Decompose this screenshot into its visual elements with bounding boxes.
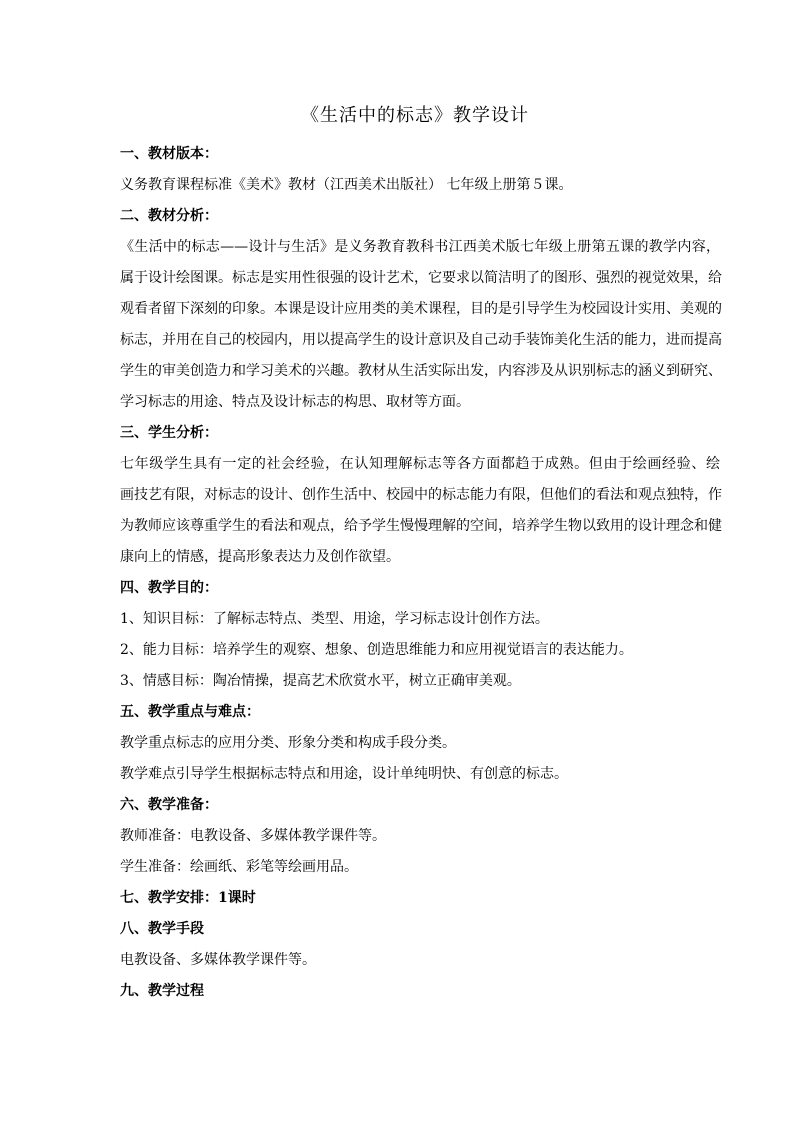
paragraph-line: 学生准备：绘画纸、彩笔等绘画用品。 — [120, 859, 358, 875]
list-item: 3、情感目标：陶冶情操，提高艺术欣赏水平，树立正确审美观。 — [120, 673, 521, 689]
section-heading-preparation: 六、教学准备： — [120, 797, 218, 813]
paragraph-line: 学生的审美创造力和学习美术的兴趣。教材从生活实际出发，内容涉及从识别标志的涵义到研究、 — [120, 363, 722, 379]
paragraph-line: 标志，并用在自己的校园内，用以提高学生的设计意识及自己动手装饰美化生活的能力，进而提高 — [120, 332, 722, 348]
paragraph-line: 电教设备、多媒体教学课件等。 — [120, 952, 316, 968]
section-heading-edition: 一、教材版本： — [120, 146, 218, 162]
paragraph-line: 《生活中的标志——设计与生活》是义务教育教科书江西美术版七年级上册第五课的教学内容， — [120, 239, 720, 255]
paragraph-line: 观看者留下深刻的印象。本课是设计应用类的美术课程，目的是引导学生为校园设计实用、美观的 — [120, 301, 722, 317]
section-heading-key-points: 五、教学重点与难点： — [120, 704, 260, 720]
section-heading-process: 九、教学过程 — [120, 983, 204, 999]
paragraph-line: 为教师应该尊重学生的看法和观点，给予学生慢慢理解的空间，培养学生物以致用的设计理念和健 — [120, 518, 722, 534]
paragraph-line: 画技艺有限，对标志的设计、创作生活中、校园中的标志能力有限，但他们的看法和观点独特，作 — [120, 487, 722, 503]
section-heading-analysis: 二、教材分析： — [120, 208, 218, 224]
paragraph-line: 学习标志的用途、特点及设计标志的构思、取材等方面。 — [120, 394, 470, 410]
section-heading-methods: 八、教学手段 — [120, 921, 204, 937]
paragraph-line: 义务教育课程标准《美术》教材（江西美术出版社） 七年级上册第５课。 — [120, 177, 573, 193]
paragraph-line: 教师准备：电教设备、多媒体教学课件等。 — [120, 828, 386, 844]
section-heading-schedule: 七、教学安排：1课时 — [120, 890, 256, 906]
paragraph-line: 康向上的情感，提高形象表达力及创作欲望。 — [120, 549, 400, 565]
section-heading-students: 三、学生分析： — [120, 425, 218, 441]
paragraph-line: 属于设计绘图课。标志是实用性很强的设计艺术，它要求以简洁明了的图形、强烈的视觉效果，给 — [120, 270, 722, 286]
document-title: 《生活中的标志》教学设计 — [301, 105, 529, 126]
paragraph-line: 教学重点标志的应用分类、形象分类和构成手段分类。 — [120, 735, 456, 751]
section-heading-objectives: 四、教学目的： — [120, 580, 218, 596]
paragraph-line: 七年级学生具有一定的社会经验，在认知理解标志等各方面都趋于成熟。但由于绘画经验、绘 — [120, 456, 720, 472]
list-item: 2、能力目标：培养学生的观察、想象、创造思维能力和应用视觉语言的表达能力。 — [120, 642, 633, 658]
list-item: 1、知识目标：了解标志特点、类型、用途，学习标志设计创作方法。 — [120, 611, 549, 627]
paragraph-line: 教学难点引导学生根据标志特点和用途，设计单纯明快、有创意的标志。 — [120, 766, 568, 782]
